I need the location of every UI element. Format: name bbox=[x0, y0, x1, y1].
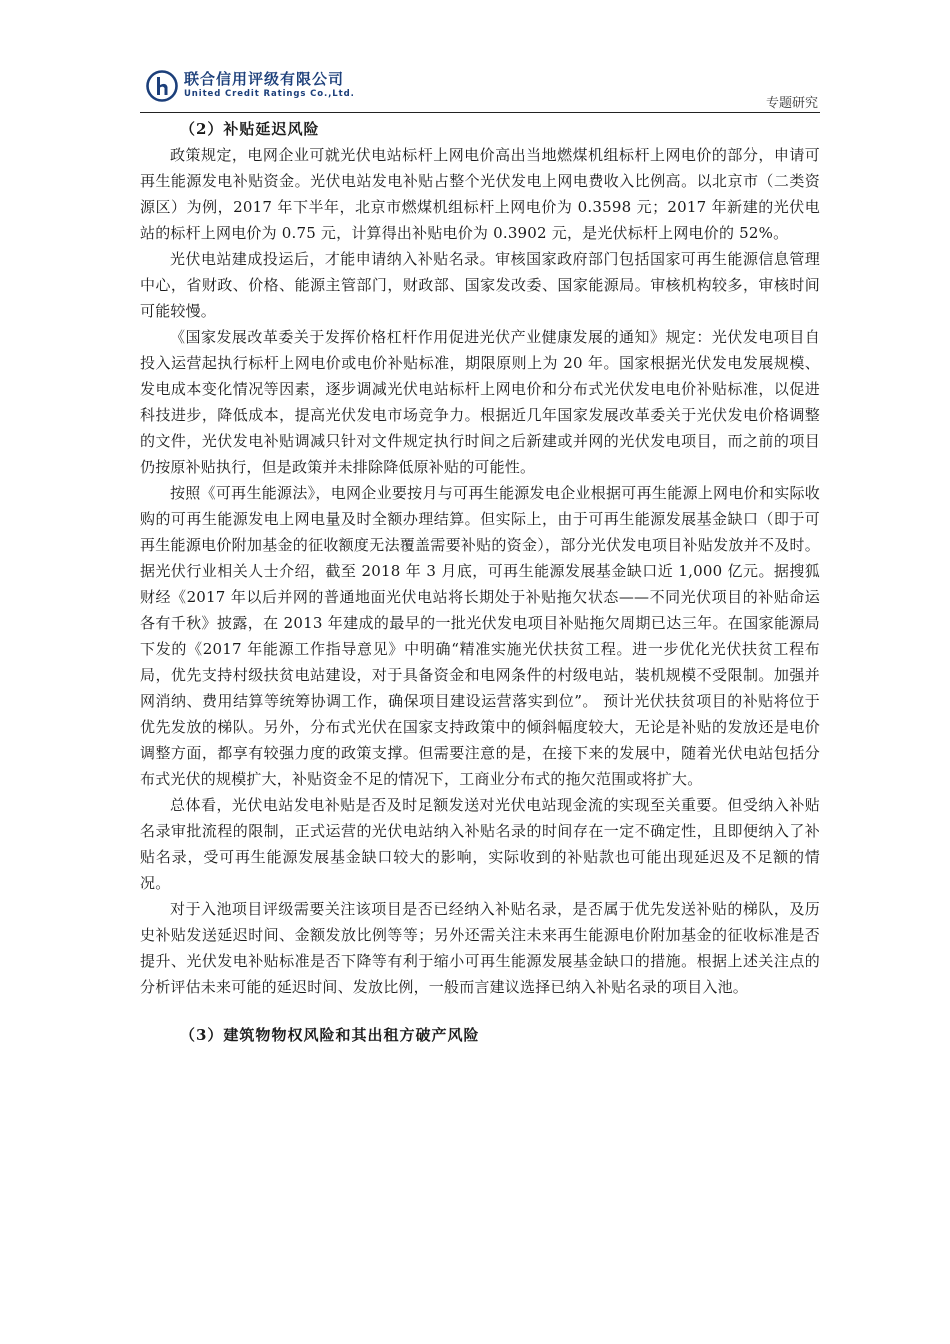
document-body bbox=[140, 116, 820, 1048]
section-heading-subsidy-delay: （2）补贴延迟风险 bbox=[180, 120, 320, 138]
section-spacer bbox=[140, 1000, 820, 1022]
paragraph: 政策规定，电网企业可就光伏电站标杆上网电价高出当地燃煤机组标杆上网电价的部分，申请可再生能源发电补贴资金。光伏电站发电补贴占整个光伏发电上网电费收入比例高。以北京市（二类资源区）为例，2017 年下半年，北京市燃煤机组标杆上网电价为 0.3598 元；2017 年新建的光伏电站的标杆上网电价为 0.75 元，计算得出补贴电价为 0.3902 元，是光伏标杆上网电价的 52%。 bbox=[140, 146, 820, 242]
paragraph: 光伏电站建成投运后，才能申请纳入补贴名录。审核国家政府部门包括国家可再生能源信息管理中心，省财政、价格、能源主管部门，财政部、国家发改委、国家能源局。审核机构较多，审核时间可能较慢。 bbox=[140, 250, 820, 320]
section-heading-property-risk: （3）建筑物物权风险和其出租方破产风险 bbox=[180, 1026, 480, 1044]
page-header bbox=[140, 64, 820, 110]
paragraph: 《国家发展改革委关于发挥价格杠杆作用促进光伏产业健康发展的通知》规定：光伏发电项目自投入运营起执行标杆上网电价或电价补贴标准，期限原则上为 20 年。国家根据光伏发电发展规模、发电成本变化情况等因素，逐步调减光伏电站标杆上网电价和分布式光伏发电电价补贴标准，以促进科技进步，降低成本，提高光伏发电市场竞争力。根据近几年国家发展改革委关于光伏发电价格调整的文件，光伏发电补贴调减只针对文件规定执行时间之后新建或并网的光伏发电项目，而之前的项目仍按原补贴执行，但是政策并未排除降低原补贴的可能性。 bbox=[140, 328, 820, 476]
paragraph: 对于入池项目评级需要关注该项目是否已经纳入补贴名录，是否属于优先发送补贴的梯队，及历史补贴发送延迟时间、金额发放比例等等；另外还需关注未来再生能源电价附加基金的征收标准是否提升、光伏发电补贴标准是否下降等有利于缩小可再生能源发展基金缺口的措施。根据上述关注点的分析评估未来可能的延迟时间、发放比例，一般而言建议选择已纳入补贴名录的项目入池。 bbox=[140, 900, 820, 996]
section-label: 专题研究 bbox=[765, 96, 818, 111]
paragraph: 按照《可再生能源法》，电网企业要按月与可再生能源发电企业根据可再生能源上网电价和实际收购的可再生能源发电上网电量及时全额办理结算。但实际上，由于可再生能源发展基金缺口（即于可再生能源电价附加基金的征收额度无法覆盖需要补贴的资金），部分光伏发电项目补贴发放并不及时。据光伏行业相关人士介绍，截至 2018 年 3 月底，可再生能源发展基金缺口近 1,000 亿元。据搜狐财经《2017 年以后并网的普通地面光伏电站将长期处于补贴拖欠状态——不同光伏项目的补贴命运各有千秋》披露，在 2013 年建成的最早的一批光伏发电项目补贴拖欠周期已达三年。在国家能源局下发的《2017 年能源工作指导意见》中明确“精准实施光伏扶贫工程。进一步优化光伏扶贫工程布局，优先支持村级扶贫电站建设，对于具备资金和电网条件的村级电站，装机规模不受限制。加强并网消纳、费用结算等统筹协调工作，确保项目建设运营落实到位”。 预计光伏扶贫项目的补贴将位于优先发放的梯队。另外，分布式光伏在国家支持政策中的倾斜幅度较大，无论是补贴的发放还是电价调整方面，都享有较强力度的政策支撑。但需要注意的是，在接下来的发展中，随着光伏电站包括分布式光伏的规模扩大，补贴资金不足的情况下，工商业分布式的拖欠范围或将扩大。 bbox=[140, 484, 820, 788]
company-logo-icon bbox=[146, 70, 178, 102]
paragraph: 总体看，光伏电站发电补贴是否及时足额发送对光伏电站现金流的实现至关重要。但受纳入补贴名录审批流程的限制，正式运营的光伏电站纳入补贴名录的时间存在一定不确定性，且即便纳入了补贴名录，受可再生能源发展基金缺口较大的影响，实际收到的补贴款也可能出现延迟及不足额的情况。 bbox=[140, 796, 820, 892]
header-divider bbox=[140, 112, 820, 113]
company-name-cn: 联合信用评级有限公司 bbox=[184, 70, 345, 88]
company-name-en: United Credit Ratings Co.,Ltd. bbox=[184, 89, 355, 99]
